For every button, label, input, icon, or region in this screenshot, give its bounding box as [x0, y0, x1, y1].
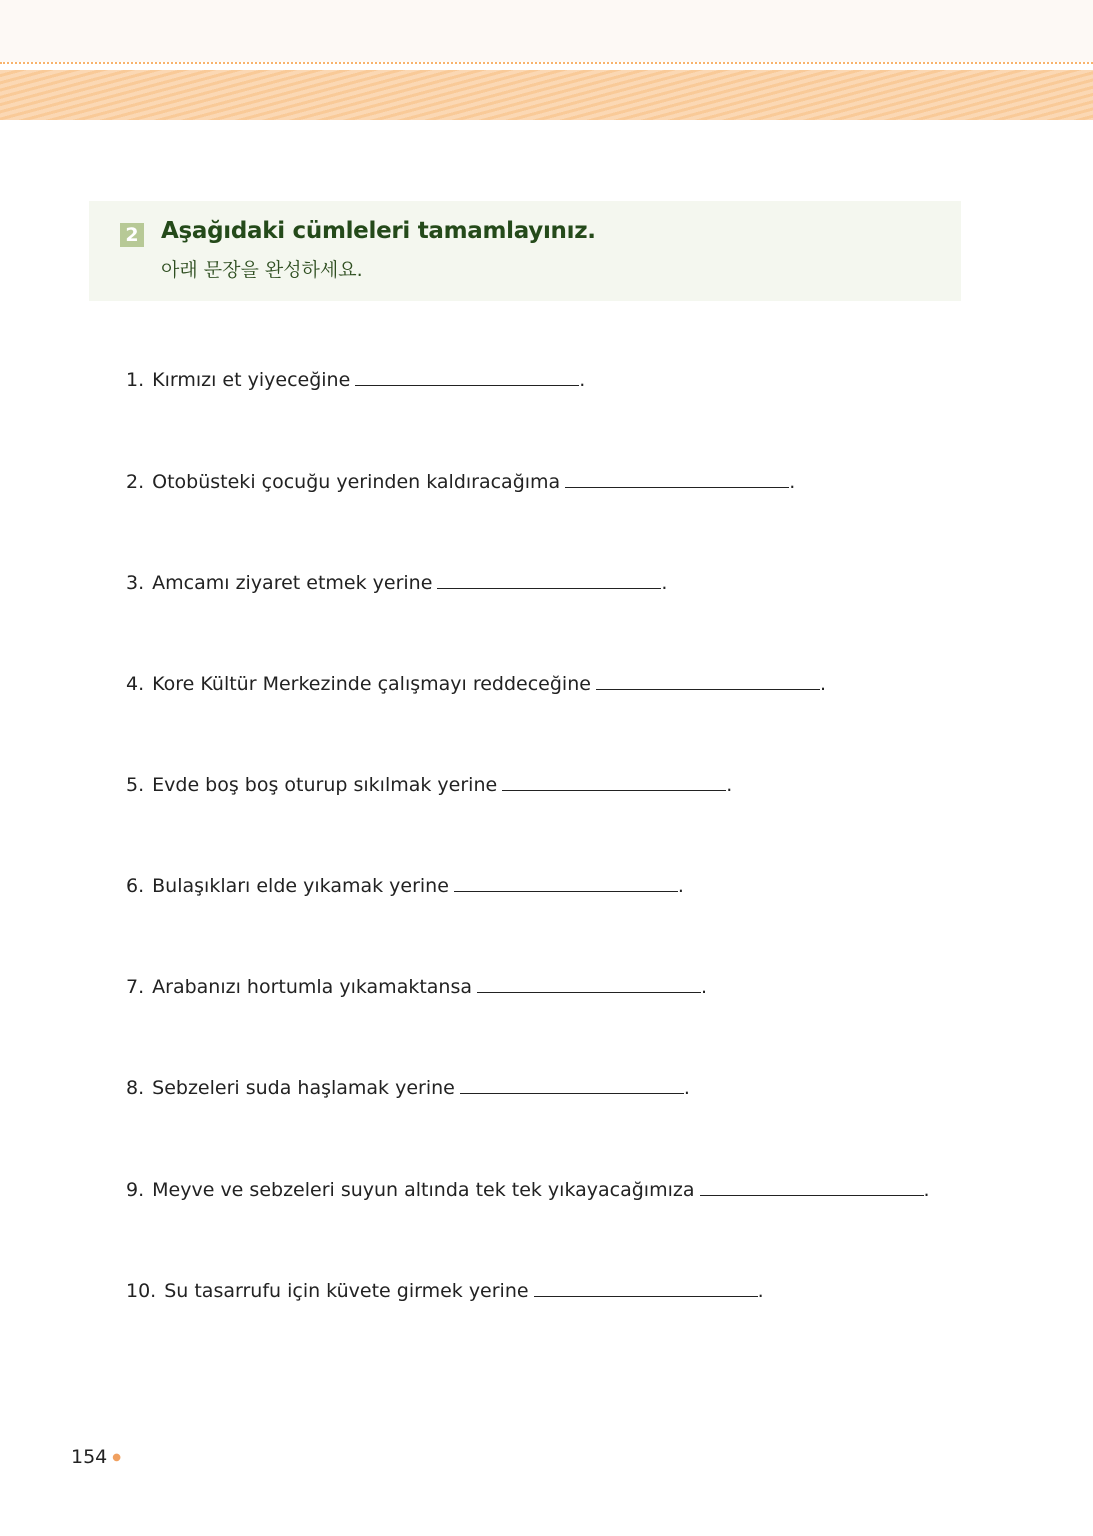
item-number: 10. — [126, 1280, 157, 1302]
exercise-item — [126, 772, 732, 796]
item-period: . — [579, 369, 586, 391]
item-period: . — [661, 572, 668, 594]
item-number: 3. — [126, 572, 145, 594]
item-text: Bulaşıkları elde yıkamak yerine — [152, 875, 449, 897]
item-text: Kırmızı et yiyeceğine — [152, 369, 351, 391]
item-period: . — [819, 673, 826, 695]
answer-blank[interactable] — [534, 1278, 758, 1297]
item-number: 2. — [126, 471, 145, 493]
exercise-item — [126, 873, 684, 897]
exercise-item — [126, 1177, 930, 1201]
instruction-box — [89, 201, 961, 301]
answer-blank[interactable] — [477, 974, 701, 993]
item-period: . — [677, 875, 684, 897]
item-period: . — [757, 1280, 764, 1302]
item-text: Arabanızı hortumla yıkamaktansa — [152, 976, 473, 998]
page-number — [71, 1446, 121, 1468]
item-period: . — [789, 471, 796, 493]
item-period: . — [683, 1077, 690, 1099]
exercise-title: Aşağıdaki cümleleri tamamlayınız. — [161, 218, 596, 244]
item-number: 5. — [126, 774, 145, 796]
answer-blank[interactable] — [460, 1075, 684, 1094]
exercise-item — [126, 1075, 690, 1099]
exercise-item — [126, 671, 826, 695]
header-dotted-line — [0, 62, 1093, 64]
item-number: 4. — [126, 673, 145, 695]
page-number-text: 154 — [71, 1446, 108, 1468]
exercise-item — [126, 974, 707, 998]
answer-blank[interactable] — [437, 570, 661, 589]
exercise-item — [126, 1278, 764, 1302]
page-dot: ● — [112, 1452, 121, 1463]
exercise-subtitle: 아래 문장을 완성하세요. — [161, 259, 363, 281]
item-text: Otobüsteki çocuğu yerinden kaldıracağıma — [152, 471, 561, 493]
item-period: . — [923, 1179, 930, 1201]
item-text: Sebzeleri suda haşlamak yerine — [152, 1077, 455, 1099]
item-text: Meyve ve sebzeleri suyun altında tek tek yıkayacağımıza — [152, 1179, 695, 1201]
item-period: . — [726, 774, 733, 796]
item-number: 8. — [126, 1077, 145, 1099]
item-text: Su tasarrufu için küvete girmek yerine — [164, 1280, 529, 1302]
item-number: 1. — [126, 369, 145, 391]
item-number: 9. — [126, 1179, 145, 1201]
item-text: Amcamı ziyaret etmek yerine — [152, 572, 433, 594]
header-stripe — [0, 70, 1093, 120]
answer-blank[interactable] — [355, 367, 579, 386]
item-text: Kore Kültür Merkezinde çalışmayı reddeceğine — [152, 673, 591, 695]
item-number: 6. — [126, 875, 145, 897]
item-number: 7. — [126, 976, 145, 998]
item-period: . — [701, 976, 708, 998]
answer-blank[interactable] — [596, 671, 820, 690]
exercise-item — [126, 570, 667, 594]
answer-blank[interactable] — [700, 1177, 924, 1196]
answer-blank[interactable] — [565, 469, 789, 488]
item-text: Evde boş boş oturup sıkılmak yerine — [152, 774, 498, 796]
answer-blank[interactable] — [454, 873, 678, 892]
exercise-number: 2 — [120, 223, 144, 247]
exercise-item — [126, 367, 585, 391]
exercise-item — [126, 469, 795, 493]
header-band — [0, 0, 1093, 62]
answer-blank[interactable] — [502, 772, 726, 791]
